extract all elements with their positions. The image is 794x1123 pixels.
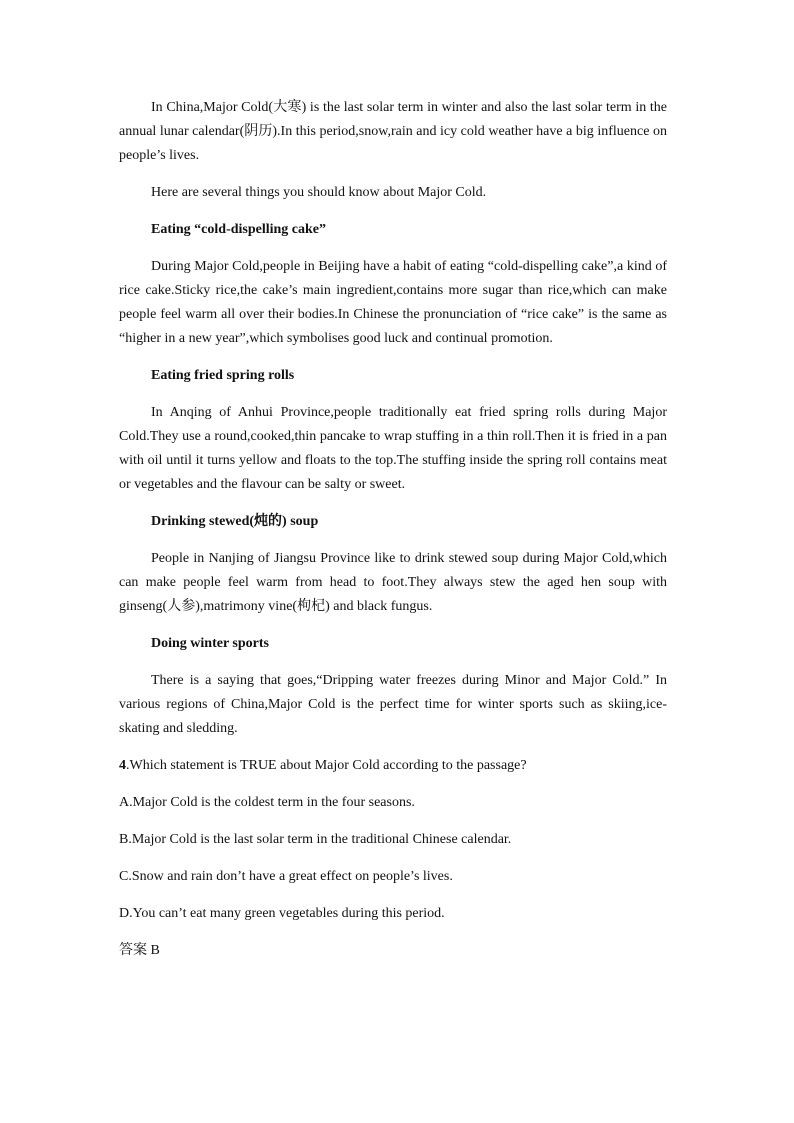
- question-stem: [119, 754, 667, 778]
- document-page: [119, 96, 667, 963]
- paragraph-intro: In China,Major Cold(大寒) is the last solar term in winter and also the last solar term in the annual lunar calendar(阴历).In this period,snow,rain and icy cold weather have a big influence on people’s lives.: [119, 100, 667, 163]
- option-a: A.Major Cold is the coldest term in the four seasons.: [119, 795, 415, 810]
- heading-cake: Eating “cold-dispelling cake”: [151, 222, 327, 237]
- option-d: D.You can’t eat many green vegetables during this period.: [119, 906, 445, 921]
- paragraph-cake: During Major Cold,people in Beijing have a habit of eating “cold-dispelling cake”,a kind of rice cake.Sticky rice,the cake’s main ingredient,contains more sugar than rice,which can make people feel warm all over their bodies.In Chinese the pronunciation of “rice cake” is the same as “higher in a new year”,which symbolises good luck and continual promotion.: [119, 259, 667, 346]
- heading-winter-sports: Doing winter sports: [151, 636, 269, 651]
- option-b: B.Major Cold is the last solar term in the traditional Chinese calendar.: [119, 832, 512, 847]
- paragraph-winter-sports: There is a saying that goes,“Dripping water freezes during Minor and Major Cold.” In various regions of China,Major Cold is the perfect time for winter sports such as skiing,ice-skating and sledding.: [119, 673, 667, 736]
- paragraph-overview: Here are several things you should know about Major Cold.: [151, 185, 487, 200]
- heading-spring-rolls: Eating fried spring rolls: [151, 368, 295, 383]
- answer: [119, 939, 667, 963]
- question-text: .Which statement is TRUE about Major Cold according to the passage?: [126, 758, 527, 773]
- paragraph-soup: People in Nanjing of Jiangsu Province like to drink stewed soup during Major Cold,which can make people feel warm from head to foot.They always stew the aged hen soup with ginseng(人参),matrimony vine(枸杞) and black fungus.: [119, 551, 667, 614]
- question-number: 4: [119, 758, 126, 773]
- paragraph-spring-rolls: In Anqing of Anhui Province,people traditionally eat fried spring rolls during Major Cold.They use a round,cooked,thin pancake to wrap stuffing in a thin roll.Then it is fried in a pan with oil until it turns yellow and floats to the top.The stuffing inside the spring roll contains meat or vegetables and the flavour can be salty or sweet.: [119, 405, 667, 492]
- answer-value: B: [150, 943, 160, 958]
- answer-label: 答案: [119, 943, 147, 958]
- heading-soup: Drinking stewed(炖的) soup: [151, 514, 319, 529]
- option-c: C.Snow and rain don’t have a great effect on people’s lives.: [119, 869, 453, 884]
